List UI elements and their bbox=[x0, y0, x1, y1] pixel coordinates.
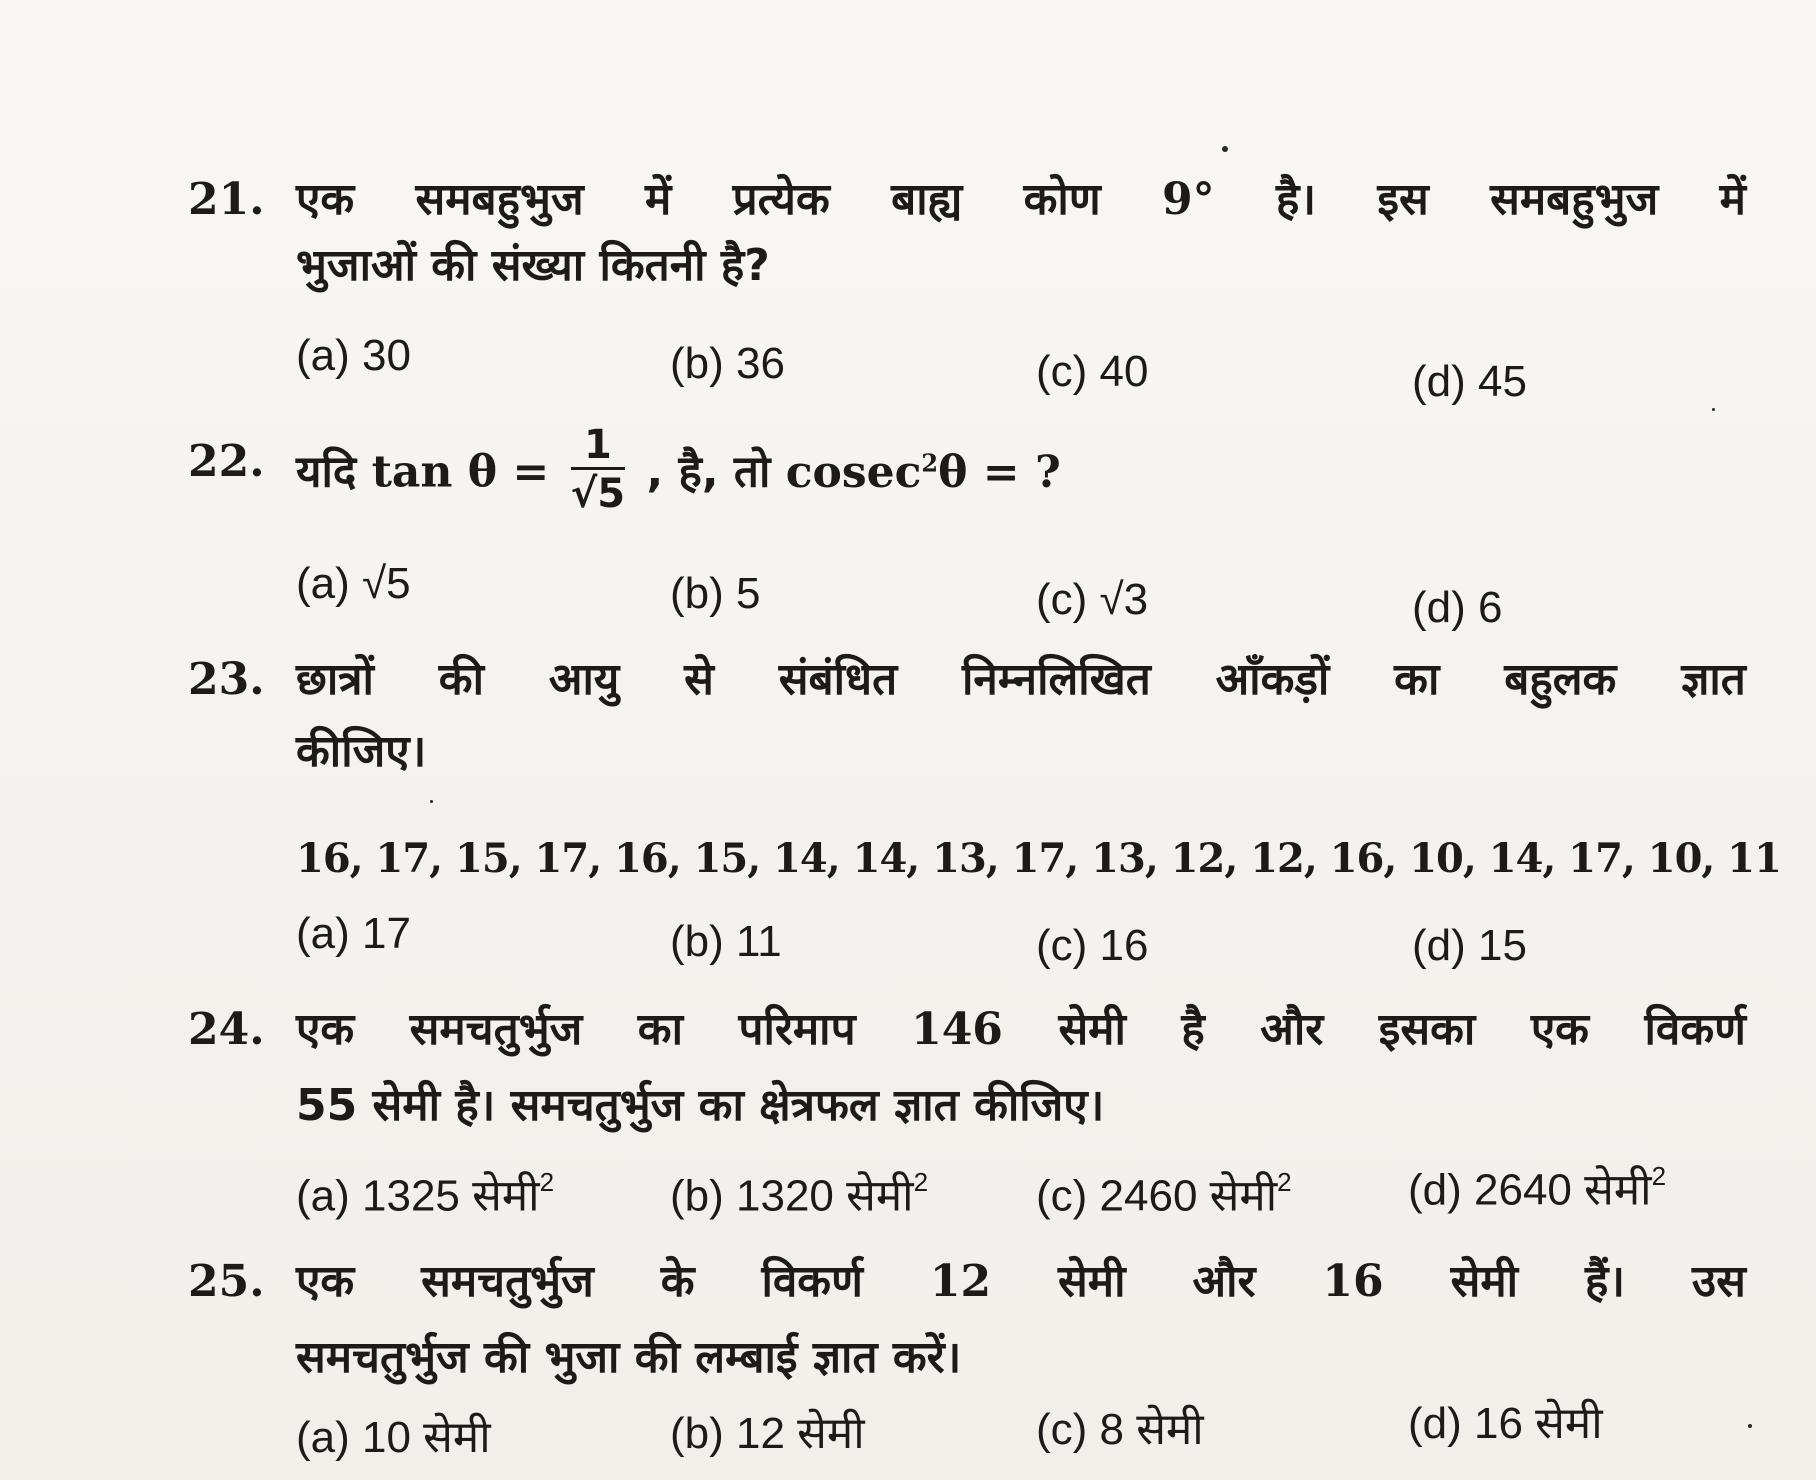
option-c[interactable] bbox=[1036, 1160, 1292, 1223]
paper-speck bbox=[1712, 408, 1715, 411]
paper-speck bbox=[1222, 146, 1228, 152]
stem-word: एक bbox=[296, 174, 355, 225]
question-number: 22. bbox=[188, 436, 265, 487]
tan-expression: tan θ = bbox=[371, 446, 550, 498]
stem-word: का bbox=[1394, 654, 1440, 705]
option-b-exponent: 2 bbox=[913, 1167, 929, 1197]
stem-word: की bbox=[438, 654, 484, 705]
option-a[interactable]: (a) 30 bbox=[296, 331, 411, 380]
stem-word: संबंधित bbox=[778, 654, 898, 705]
stem-word: है। bbox=[1275, 174, 1317, 225]
stem-word: बाह्य bbox=[891, 174, 963, 225]
stem-word: इसका bbox=[1378, 1004, 1476, 1055]
stem-word: में bbox=[1719, 174, 1746, 225]
stem-word: 9° bbox=[1161, 174, 1215, 225]
paper-speck bbox=[1748, 1424, 1752, 1428]
cosec-label: cosec bbox=[785, 446, 922, 498]
option-c-exponent: 2 bbox=[1277, 1167, 1292, 1197]
stem-word: और bbox=[1260, 1004, 1324, 1055]
stem-word: से bbox=[684, 654, 714, 705]
stem-word: 16 bbox=[1322, 1256, 1384, 1307]
stem-word: 12 bbox=[929, 1256, 992, 1307]
question-number: 24. bbox=[188, 1004, 265, 1055]
option-c[interactable]: (c) 8 सेमी bbox=[1036, 1405, 1204, 1454]
option-d-text: (d) 2640 सेमी bbox=[1408, 1165, 1652, 1215]
stem-text: यदि bbox=[296, 446, 357, 498]
option-a[interactable]: (a) 17 bbox=[296, 909, 411, 958]
option-b-text: (b) 1320 सेमी bbox=[670, 1171, 914, 1221]
option-d-exponent: 2 bbox=[1651, 1161, 1667, 1191]
stem-word: और bbox=[1192, 1256, 1256, 1307]
stem-word: आयु bbox=[548, 654, 620, 705]
stem-word: बहुलक bbox=[1504, 654, 1617, 705]
stem-word: कोण bbox=[1023, 174, 1101, 225]
stem-word: एक bbox=[296, 1004, 355, 1055]
question-stem-line-2: भुजाओं की संख्या कितनी है? bbox=[296, 240, 770, 291]
stem-word: का bbox=[637, 1004, 683, 1055]
option-c[interactable]: (c) √3 bbox=[1036, 575, 1149, 624]
stem-word: एक bbox=[1530, 1004, 1589, 1055]
stem-word: विकर्ण bbox=[1644, 1004, 1746, 1055]
stem-word: समबहुभुज bbox=[415, 174, 584, 225]
option-b[interactable]: (b) 12 सेमी bbox=[670, 1409, 865, 1458]
stem-word: समबहुभुज bbox=[1490, 174, 1659, 225]
stem-word: इस bbox=[1377, 174, 1429, 225]
stem-word: उस bbox=[1692, 1256, 1746, 1307]
option-c[interactable]: (c) 16 bbox=[1036, 921, 1149, 970]
stem-word: समचतुर्भुज bbox=[421, 1256, 594, 1307]
option-d[interactable]: (d) 16 सेमी bbox=[1408, 1399, 1603, 1448]
option-b[interactable]: (b) 5 bbox=[670, 569, 761, 618]
fraction bbox=[571, 423, 626, 518]
paper-speck bbox=[430, 800, 433, 803]
stem-word: में bbox=[644, 174, 672, 225]
option-a[interactable]: (a) √5 bbox=[296, 559, 411, 608]
stem-word: एक bbox=[296, 1256, 355, 1307]
option-b[interactable] bbox=[670, 1160, 928, 1223]
question-stem-line-1 bbox=[296, 650, 1746, 710]
cosec-exponent: 2 bbox=[921, 448, 939, 477]
cosec-tail: θ = ? bbox=[938, 446, 1061, 498]
stem-word: के bbox=[660, 1256, 695, 1307]
question-stem-line-2: कीजिए। bbox=[296, 726, 427, 777]
question-number: 21. bbox=[188, 174, 265, 225]
option-b[interactable]: (b) 36 bbox=[670, 339, 785, 388]
question-stem-line-1 bbox=[296, 1252, 1746, 1312]
question-stem-line-2: समचतुर्भुज की भुजा की लम्बाई ज्ञात करें। bbox=[296, 1332, 962, 1383]
stem-word: सेमी bbox=[1058, 1256, 1126, 1307]
stem-word: है bbox=[1181, 1004, 1205, 1055]
option-a-exponent: 2 bbox=[539, 1167, 555, 1197]
option-b[interactable]: (b) 11 bbox=[670, 917, 782, 966]
stem-word: सेमी bbox=[1450, 1256, 1519, 1307]
fraction-denominator: √5 bbox=[570, 471, 626, 518]
stem-word: छात्रों bbox=[296, 654, 374, 705]
option-a-text: (a) 1325 सेमी bbox=[296, 1171, 540, 1221]
data-values: 16, 17, 15, 17, 16, 15, 14, 14, 13, 17, 13, 12, 12, 16, 10, 14, 17, 10, 11 bbox=[296, 835, 1781, 882]
question-number: 25. bbox=[188, 1256, 265, 1307]
stem-word: आँकड़ों bbox=[1215, 654, 1330, 705]
question-stem-line-2: 55 सेमी है। समचतुर्भुज का क्षेत्रफल ज्ञात कीजिए। bbox=[296, 1080, 1105, 1131]
stem-word: हैं। bbox=[1585, 1256, 1626, 1307]
cosec-expression bbox=[786, 447, 1061, 498]
option-d[interactable] bbox=[1408, 1154, 1666, 1217]
option-a[interactable]: (a) 10 सेमी bbox=[296, 1413, 491, 1462]
option-d[interactable]: (d) 15 bbox=[1412, 921, 1527, 970]
question-number: 23. bbox=[188, 654, 265, 705]
stem-word: प्रत्येक bbox=[732, 174, 830, 225]
option-c-text: (c) 2460 सेमी bbox=[1036, 1171, 1278, 1221]
question-stem-line-1 bbox=[296, 170, 1746, 230]
fraction-numerator: 1 bbox=[571, 423, 626, 470]
stem-word: विकर्ण bbox=[761, 1256, 863, 1307]
question-stem-line-1 bbox=[296, 1000, 1746, 1060]
stem-word: समचतुर्भुज bbox=[409, 1004, 583, 1055]
stem-word: सेमी bbox=[1058, 1004, 1126, 1055]
option-c[interactable]: (c) 40 bbox=[1036, 347, 1149, 396]
stem-word: परिमाप bbox=[738, 1004, 856, 1055]
option-d[interactable]: (d) 45 bbox=[1412, 357, 1527, 406]
option-d[interactable]: (d) 6 bbox=[1412, 583, 1503, 632]
stem-word: 146 bbox=[911, 1004, 1003, 1055]
stem-word: ज्ञात bbox=[1681, 654, 1746, 705]
stem-word: निम्नलिखित bbox=[962, 654, 1151, 705]
stem-text: , है, तो bbox=[646, 446, 771, 498]
option-a[interactable] bbox=[296, 1160, 554, 1223]
question-stem bbox=[296, 418, 1746, 522]
